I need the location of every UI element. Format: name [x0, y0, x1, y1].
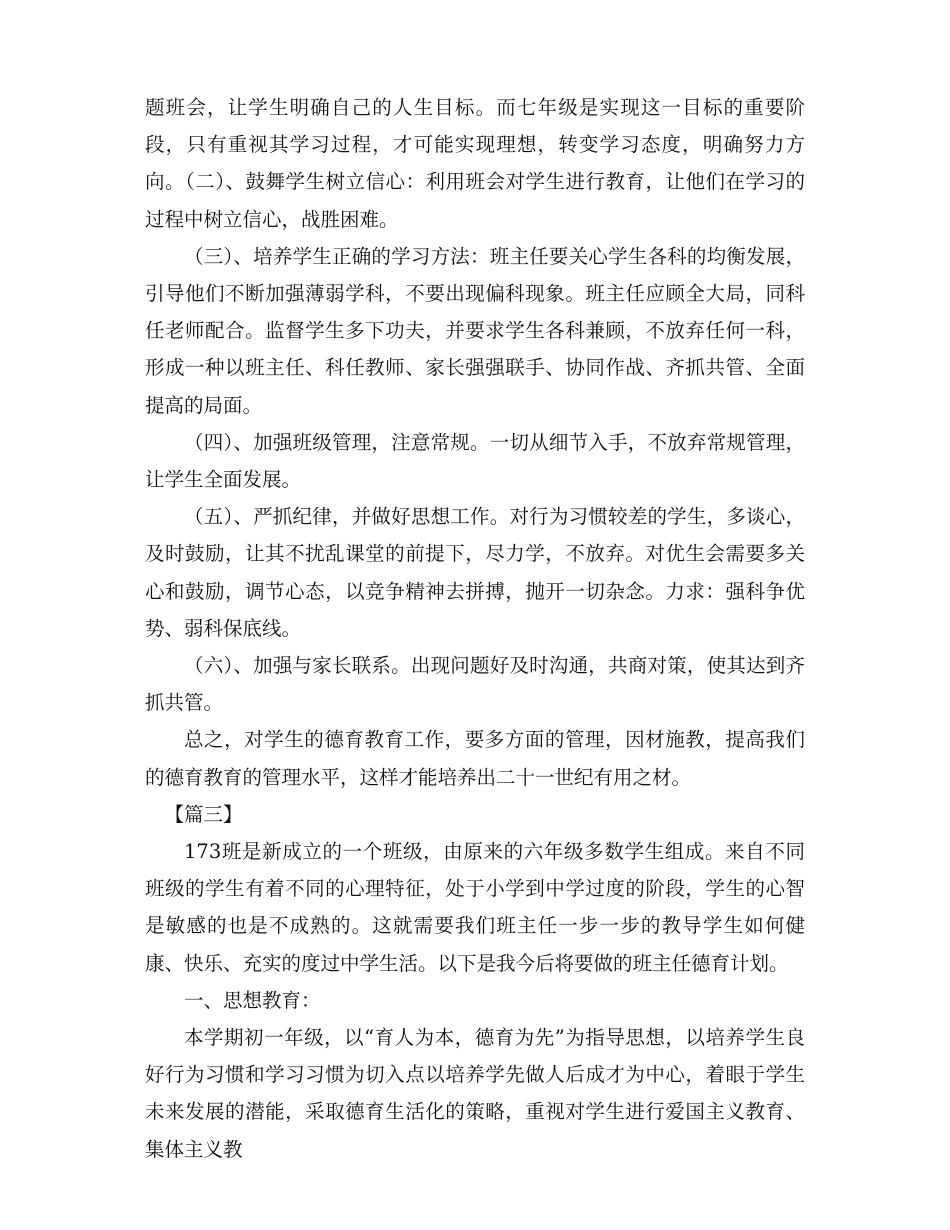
paragraph-7: 173班是新成立的一个班级，由原来的六年级多数学生组成。来自不同班级的学生有着不同的心理特征，处于小学到中学过度的阶段，学生的心智是敏感的也是不成熟的。这就需要我们班主任一步一步的教导学生如何健康、快乐、充实的度过中学生活。以下是我今后将要做的班主任德育计划。 [145, 840, 805, 975]
paragraph-4: （五）、严抓纪律，并做好思想工作。对行为习惯较差的学生，多谈心，及时鼓励，让其不扰乱课堂的前提下，尽力学，不放弃。对优生会需要多关心和鼓励，调节心态，以竞争精神去拼搏，抛开一切杂念。力求：强科争优势、弱科保底线。 [145, 505, 805, 640]
subsection-heading: 一、思想教育： [184, 988, 321, 1012]
paragraph-8: 本学期初一年级，以“育人为本，德育为先”为指导思想，以培养学生良好行为习惯和学习习惯为切入点以培养学先做人后成才为中心，着眼于学生未来发展的潜能，采取德育生活化的策略，重视对学生进行爱国主义教育、集体主义教 [145, 1026, 805, 1161]
paragraph-5: （六）、加强与家长联系。出现问题好及时沟通，共商对策，使其达到齐抓共管。 [145, 654, 805, 715]
paragraph-1: 题班会，让学生明确自己的人生目标。而七年级是实现这一目标的重要阶段，只有重视其学习过程，才可能实现理想，转变学习态度，明确努力方向。（二）、鼓舞学生树立信心：利用班会对学生进行教育，让他们在学习的过程中树立信心，战胜困难。 [145, 96, 805, 231]
paragraph-6: 总之，对学生的德育教育工作，要多方面的管理，因材施教，提高我们的德育教育的管理水平，这样才能培养出二十一世纪有用之材。 [145, 728, 805, 789]
document-body [145, 89, 805, 1168]
section-heading: 【篇三】 [164, 802, 243, 826]
paragraph-2: （三）、培养学生正确的学习方法：班主任要关心学生各科的均衡发展，引导他们不断加强薄弱学科，不要出现偏科现象。班主任应顾全大局，同科任老师配合。监督学生多下功夫，并要求学生各科兼顾，不放弃任何一科，形成一种以班主任、科任教师、家长强强联手、协同作战、齐抓共管、全面提高的局面。 [145, 244, 805, 417]
paragraph-3: （四）、加强班级管理，注意常规。一切从细节入手，不放弃常规管理，让学生全面发展。 [145, 430, 805, 492]
